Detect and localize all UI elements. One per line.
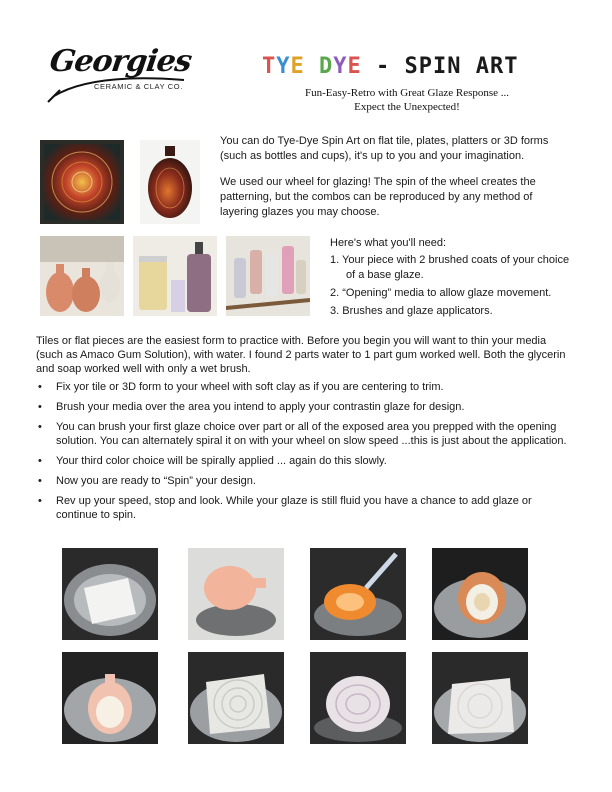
process-photo-6: [188, 652, 284, 744]
title-letter: R: [490, 54, 505, 79]
title-letter: N: [447, 54, 462, 79]
title-letter: P: [418, 54, 433, 79]
process-photo-4: [432, 548, 528, 640]
tagline: [262, 86, 552, 114]
logo-subtitle: CERAMIC & CLAY CO.: [94, 82, 183, 91]
tagline-line-2: Expect the Unexpected!: [354, 101, 460, 113]
instructions-paragraph: Tiles or flat pieces are the easiest form to practice with. Before you begin you will want to thin your media (such as Amaco Gum Solution), with water. I found 2 parts water to 1 part gum worked well. Both the glycerin and soap worked well with only a wet brush.: [36, 335, 566, 375]
supplies-heading: Here's what you'll need:: [330, 237, 447, 249]
title-letter: I: [433, 54, 448, 79]
title-letter: T: [504, 54, 519, 79]
intro-paragraph-1: You can do Tye-Dye Spin Art on flat tile, plates, platters or 3D forms (such as bottles and cups), it's up to you and your imagination.: [220, 135, 549, 162]
title-letter: -: [376, 54, 391, 79]
process-photo-5: [62, 652, 158, 744]
title-letter: Y: [276, 54, 291, 79]
step-item: • Now you are ready to “Spin” your design.: [36, 474, 568, 488]
process-photo-3: [310, 548, 406, 640]
photo-bisque-bottles: [40, 236, 124, 316]
intro-paragraph-2: We used our wheel for glazing! The spin of the wheel creates the patterning, but the combos can be reproduced by any method of layering glazes you may choose.: [220, 176, 536, 218]
tagline-line-1: Fun-Easy-Retro with Great Glaze Response ...: [304, 87, 510, 99]
step-item: • Fix yor tile or 3D form to your wheel with soft clay as if you are centering to trim.: [36, 380, 568, 394]
steps-list: [36, 380, 568, 528]
title-letter: [362, 54, 376, 79]
georgies-logo: [44, 44, 194, 100]
title-letter: [390, 54, 404, 79]
title-letter: S: [404, 54, 419, 79]
logo-script: Georgies: [47, 44, 194, 79]
photo-spin-art-tile: [40, 140, 124, 224]
process-photo-1: [62, 548, 158, 640]
intro-text: [220, 134, 560, 231]
title-letter: T: [262, 54, 277, 79]
photo-spin-art-vase: [140, 140, 200, 224]
page-title: [262, 54, 519, 79]
step-item: • Rev up your speed, stop and look. While your glaze is still fluid you have a chance to add glaze or continue to spin.: [36, 494, 568, 522]
title-letter: D: [319, 54, 334, 79]
title-letter: [305, 54, 319, 79]
title-letter: E: [347, 54, 362, 79]
photo-glaze-applicators: [226, 236, 310, 316]
step-item: • Brush your media over the area you intend to apply your contrastin glaze for design.: [36, 400, 568, 414]
step-item: • You can brush your first glaze choice over part or all of the exposed area you prepped with the opening solution. You can alternately spiral it on with your wheel on slow speed ...this is just about the application.: [36, 420, 568, 448]
supplies-item: 3. Brushes and glaze applicators.: [330, 305, 493, 317]
title-letter: A: [475, 54, 490, 79]
title-letter: Y: [333, 54, 348, 79]
supplies-item: 2. “Opening” media to allow glaze movement.: [330, 287, 552, 299]
supplies-list: [330, 236, 570, 322]
process-photo-2: [188, 548, 284, 640]
supplies-item: 1. Your piece with 2 brushed coats of your choice of a base glaze.: [330, 254, 570, 281]
photo-media-jars: [133, 236, 217, 316]
process-photo-8: [432, 652, 528, 744]
process-photo-7: [310, 652, 406, 744]
step-item: • Your third color choice will be spirally applied ... again do this slowly.: [36, 454, 568, 468]
title-letter: E: [290, 54, 305, 79]
title-letter: [462, 54, 476, 79]
